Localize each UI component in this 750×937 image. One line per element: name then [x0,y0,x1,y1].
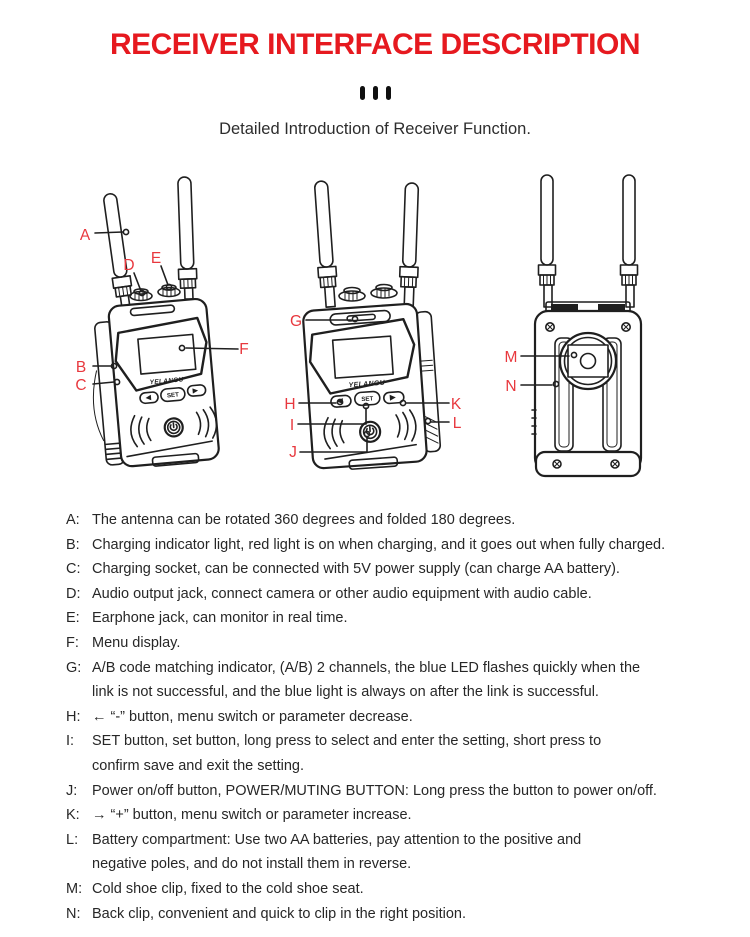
menu-display-screen [138,334,196,374]
description-key: B: [66,536,80,553]
svg-text:H: H [284,396,296,413]
description-item-e [66,606,726,631]
divider-bar [386,86,391,100]
description-item-n [66,902,726,927]
divider-bar [373,86,378,100]
antenna-right [399,183,421,308]
svg-text:D: D [123,257,135,274]
receiver-front-perspective-view [85,177,220,471]
description-key: A: [66,512,80,528]
page-subtitle: Detailed Introduction of Receiver Function. [219,120,531,138]
svg-text:C: C [75,377,87,394]
title-divider [0,86,750,100]
description-key: D: [66,585,81,602]
description-item-l [66,828,726,877]
description-text: SET button, set button, long press to select and enter the setting, short press to confirm save and exit the setting. [92,733,602,774]
earphone-jack [158,285,180,297]
description-item-f [66,631,726,656]
brand-logo: YELANGU [348,379,386,390]
description-key: G: [66,659,82,676]
description-item-i [66,729,726,778]
receiver-diagram [0,165,750,505]
description-text: Back clip, convenient and quick to clip in the right position. [92,905,466,922]
description-key: I: [66,733,75,750]
svg-text:I: I [289,417,295,434]
description-text: Audio output jack, connect camera or other audio equipment with audio cable. [92,585,592,602]
antenna-right [175,177,197,300]
menu-display-screen [333,336,394,378]
callout-e [151,250,172,290]
description-text: Charging indicator light, red light is on when charging, and it goes out when fully charged. [92,536,666,553]
svg-text:J: J [289,444,297,461]
description-item-d [66,582,726,607]
svg-text:M: M [504,349,518,366]
callout-l [425,415,461,432]
antenna-left [101,193,135,308]
earphone-jack [371,285,397,299]
description-item-k [66,803,726,828]
description-text: Earphone jack, can monitor in real time. [92,610,348,627]
description-text: The antenna can be rotated 360 degrees and folded 180 degrees. [92,512,516,528]
description-item-b [66,533,726,558]
callout-c [75,377,119,394]
description-text: Battery compartment: Use two AA batteries, pay attention to the positive and negative poles, and do not install them in reverse. [92,831,582,873]
description-key: L: [66,831,79,848]
description-text: ← “-” button, menu switch or parameter decrease. [92,708,413,725]
svg-text:A: A [79,227,91,244]
description-text: Power on/off button, POWER/MUTING BUTTON: Long press the button to power on/off. [92,782,657,799]
svg-text:F: F [239,341,249,358]
description-key: E: [66,610,80,627]
description-text: Menu display. [92,634,181,651]
function-description-list [66,508,726,926]
brand-logo: YELANGU [149,376,184,387]
description-key: N: [66,905,81,922]
antenna-right [621,175,638,307]
receiver-front-view [303,181,442,472]
divider-bar [360,86,365,100]
audio-output-jack [339,288,365,302]
description-text: Cold shoe clip, fixed to the cold shoe seat. [92,880,364,897]
svg-text:G: G [289,313,303,330]
receiver-back-view [532,175,641,476]
svg-text:E: E [150,250,162,267]
description-text: Charging socket, can be connected with 5V power supply (can charge AA battery). [92,561,620,578]
svg-text:L: L [452,415,462,432]
description-key: J: [66,782,78,799]
description-text: → “+” button, menu switch or parameter increase. [92,807,412,824]
description-key: M: [66,880,83,897]
description-item-j [66,779,726,804]
page-title: RECEIVER INTERFACE DESCRIPTION [109,28,641,61]
description-key: H: [66,708,81,725]
description-item-c [66,557,726,582]
svg-text:K: K [450,396,462,413]
description-key: C: [66,561,81,578]
svg-text:B: B [75,359,87,376]
cold-shoe-clip [560,333,616,389]
description-item-a [66,508,726,533]
svg-text:N: N [505,378,517,395]
antenna-left [539,175,556,307]
description-text: A/B code matching indicator, (A/B) 2 channels, the blue LED flashes quickly when the link is not successful, and the blue light is always on after the link is successful. [92,659,641,701]
set-button-label: SET [166,391,180,400]
set-button-label: SET [361,395,374,404]
description-item-m [66,877,726,902]
antenna-left [312,181,339,308]
description-item-h [66,705,726,730]
description-key: F: [66,634,79,651]
description-item-g [66,656,726,705]
description-key: K: [66,807,80,824]
